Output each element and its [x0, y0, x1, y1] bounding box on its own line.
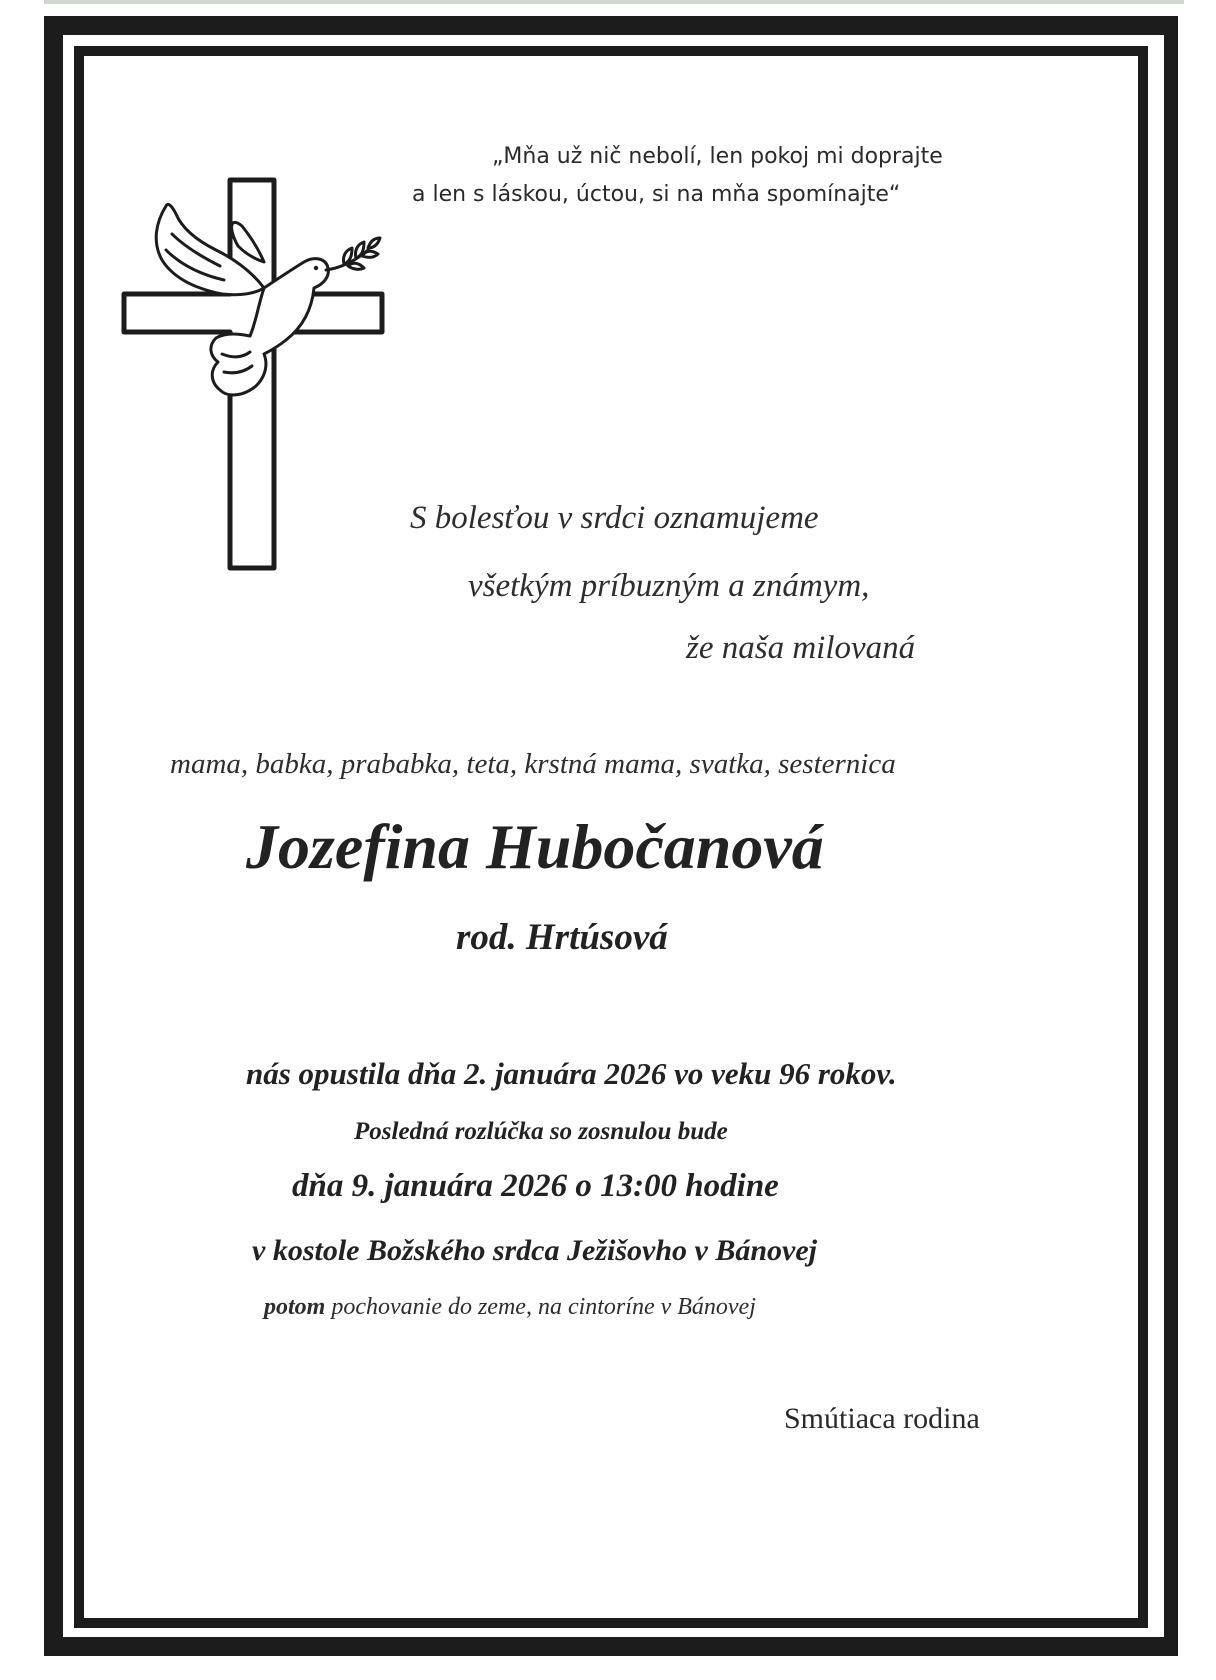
motto-line-2: a len s láskou, úctou, si na mňa spomínajte“ [412, 182, 901, 207]
maiden-name: rod. Hrtúsová [456, 917, 668, 958]
farewell-place: v kostole Božského srdca Ježišovho v Bánovej [252, 1234, 817, 1267]
burial-info [264, 1294, 756, 1321]
motto-line-1: „Mňa už nič nebolí, len pokoj mi doprajte [492, 144, 943, 169]
relations-line: mama, babka, prababka, teta, krstná mama, svatka, sesternica [170, 748, 896, 780]
announcement-line-1: S bolesťou v srdci oznamujeme [410, 500, 819, 536]
scan-edge [44, 0, 1184, 4]
announcement-line-3: že naša milovaná [686, 630, 916, 666]
announcement-line-2: všetkým príbuzným a známym, [468, 568, 870, 604]
farewell-intro: Posledná rozlúčka so zosnulou bude [354, 1118, 728, 1145]
death-info: nás opustila dňa 2. januára 2026 vo veku 96 rokov. [246, 1056, 897, 1091]
deceased-name: Jozefina Hubočanová [246, 811, 824, 882]
signature: Smútiaca rodina [784, 1402, 980, 1435]
burial-prefix: potom [264, 1294, 326, 1320]
burial-rest: pochovanie do zeme, na cintoríne v Bánovej [325, 1294, 756, 1320]
farewell-datetime: dňa 9. januára 2026 o 13:00 hodine [292, 1168, 779, 1204]
cross-with-dove-icon [118, 176, 388, 572]
